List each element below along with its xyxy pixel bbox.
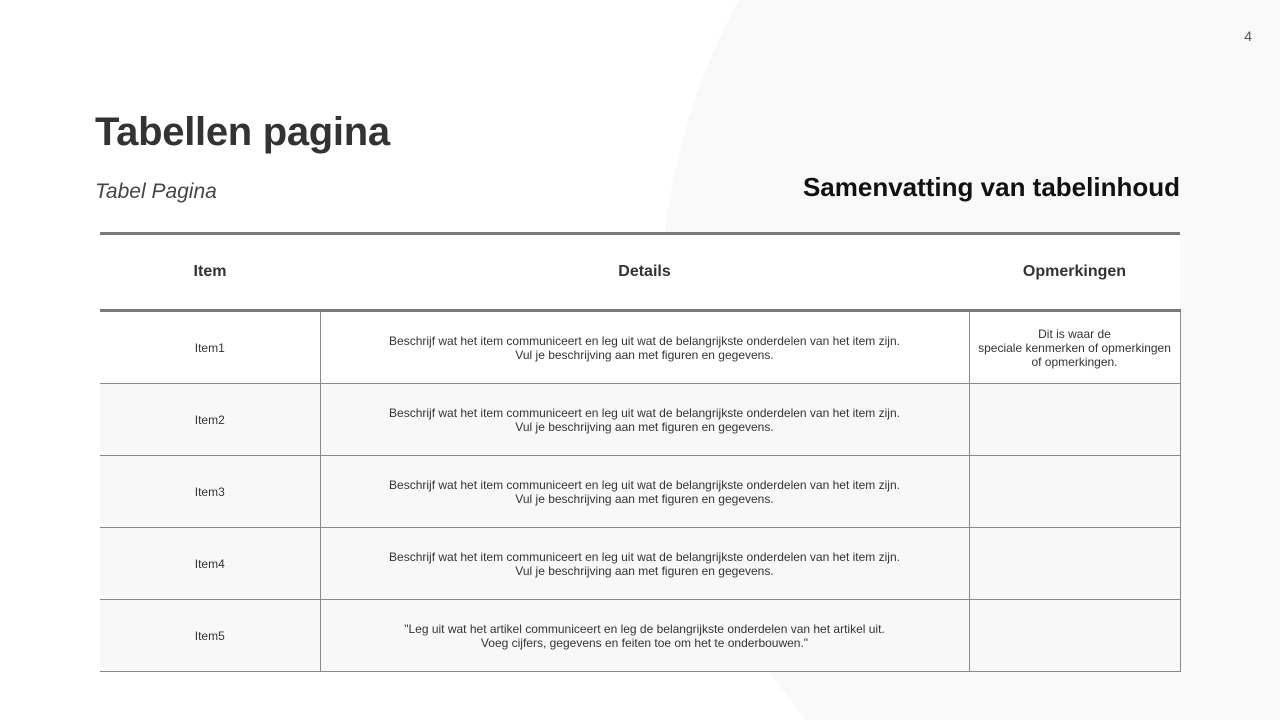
remarks-cell: [969, 311, 1180, 384]
remarks-cell: [969, 384, 1180, 456]
details-line: Beschrijf wat het item communiceert en leg uit wat de belangrijkste onderdelen van het item zijn.: [389, 549, 900, 564]
item-cell: Item5: [100, 600, 320, 672]
table-row: [100, 311, 1180, 384]
details-line: "Leg uit wat het artikel communiceert en leg de belangrijkste onderdelen van het artikel uit.: [404, 621, 885, 636]
remarks-cell: [969, 528, 1180, 600]
item-cell: Item2: [100, 384, 320, 456]
item-cell: Item1: [100, 311, 320, 384]
item-cell: Item3: [100, 456, 320, 528]
page-title: Tabellen pagina: [95, 110, 390, 154]
table-row: [100, 528, 1180, 600]
summary-title: Samenvatting van tabelinhoud: [802, 172, 1180, 202]
details-line: Beschrijf wat het item communiceert en leg uit wat de belangrijkste onderdelen van het item zijn.: [389, 333, 900, 348]
details-line: Beschrijf wat het item communiceert en leg uit wat de belangrijkste onderdelen van het item zijn.: [389, 405, 900, 420]
details-cell: [320, 600, 969, 672]
table-header-row: [100, 234, 1180, 311]
details-line: Vul je beschrijving aan met figuren en gegevens.: [515, 419, 774, 434]
page-number: 4: [1244, 28, 1252, 44]
remarks-cell: [969, 600, 1180, 672]
details-line: Beschrijf wat het item communiceert en leg uit wat de belangrijkste onderdelen van het item zijn.: [389, 477, 900, 492]
remarks-cell: [969, 456, 1180, 528]
header-item: Item: [100, 234, 320, 311]
remarks-line: Dit is waar de: [1038, 326, 1111, 341]
remarks-line: of opmerkingen.: [1031, 354, 1118, 369]
details-line: Vul je beschrijving aan met figuren en gegevens.: [515, 563, 774, 578]
details-line: Vul je beschrijving aan met figuren en gegevens.: [515, 491, 774, 506]
content-table: [100, 232, 1181, 672]
details-cell: [320, 384, 969, 456]
item-cell: Item4: [100, 528, 320, 600]
table-row: [100, 456, 1180, 528]
details-line: Voeg cijfers, gegevens en feiten toe om het te onderbouwen.": [480, 635, 809, 650]
details-cell: [320, 456, 969, 528]
table-row: [100, 600, 1180, 672]
details-line: Vul je beschrijving aan met figuren en gegevens.: [515, 347, 774, 362]
page-subtitle: Tabel Pagina: [95, 180, 217, 203]
header-details: Details: [320, 234, 969, 311]
details-cell: [320, 528, 969, 600]
details-cell: [320, 311, 969, 384]
table-row: [100, 384, 1180, 456]
header-remarks: Opmerkingen: [969, 234, 1180, 311]
remarks-line: speciale kenmerken of opmerkingen: [978, 340, 1171, 355]
